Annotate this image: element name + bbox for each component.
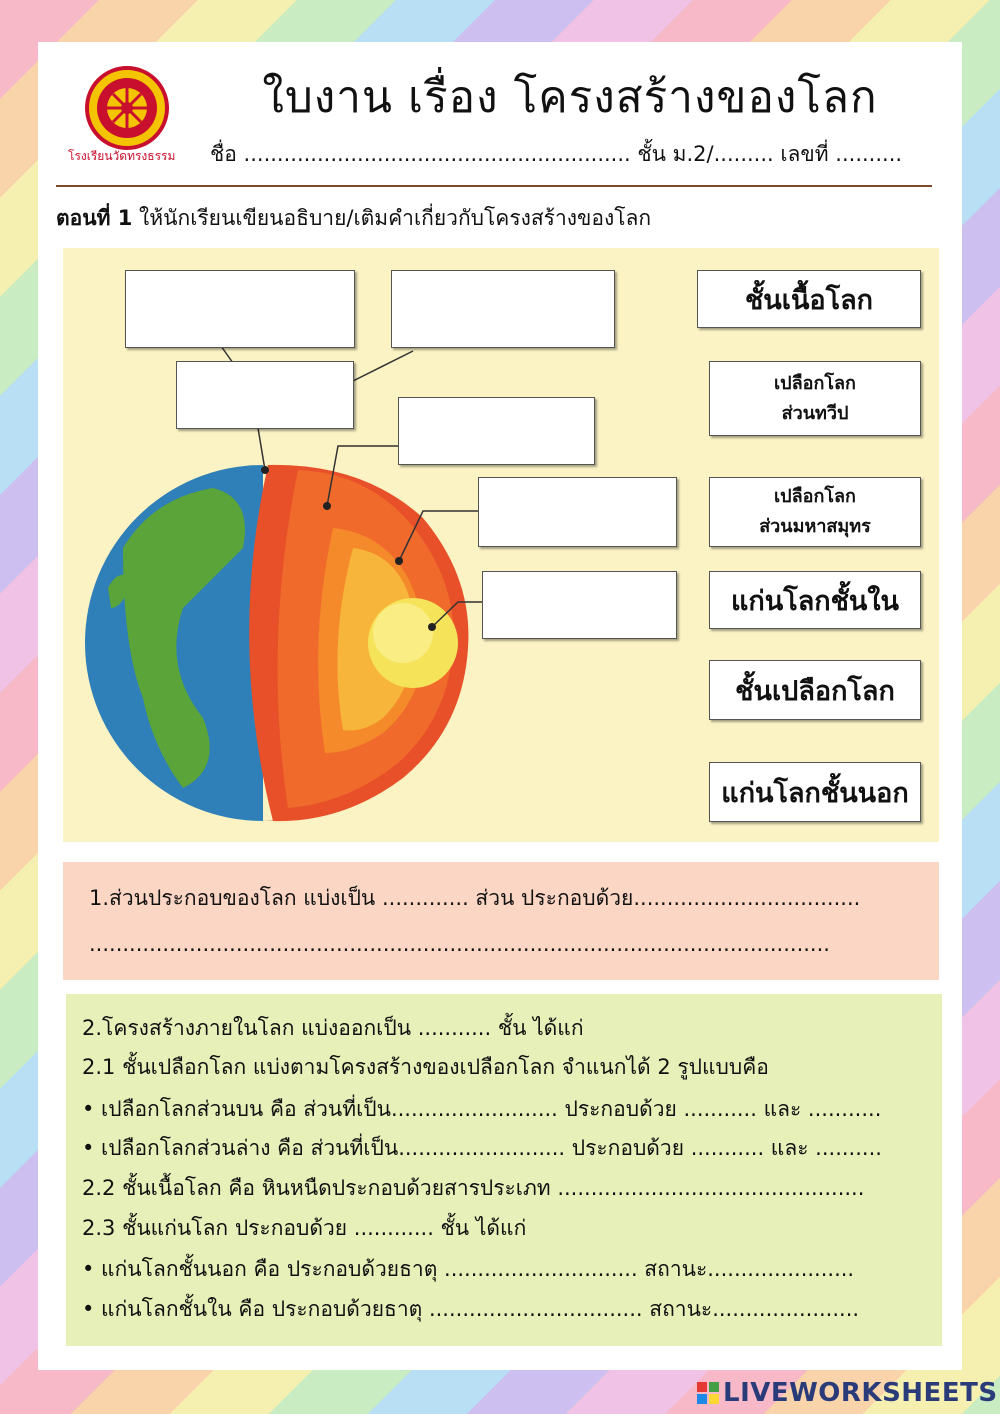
question-1-line-1: 1.ส่วนประกอบของโลก แบ่งเป็น ............. ส่วน ประกอบด้วย..................................	[89, 886, 861, 910]
question-2-line-8: • แก่นโลกชั้นใน คือ ประกอบด้วยธาตุ ................................ สถานะ......................	[82, 1297, 860, 1321]
word-bank-continental-crust[interactable]: เปลือกโลก ส่วนทวีป	[709, 361, 921, 436]
liveworksheets-watermark	[697, 1378, 998, 1408]
word-bank-crust[interactable]: ชั้นเปลือกโลก	[709, 660, 921, 720]
question-2-line-6: 2.3 ชั้นแก่นโลก ประกอบด้วย ............ ชั้น ได้แก่	[82, 1216, 527, 1240]
worksheet-title: ใบงาน เรื่อง โครงสร้างของโลก	[262, 72, 878, 123]
answer-box-2[interactable]	[391, 270, 615, 348]
answer-box-1[interactable]	[125, 270, 355, 348]
logo-text: โรงเรียนวัดทรงธรรม	[68, 149, 176, 163]
question-2-line-7: • แก่นโลกชั้นนอก คือ ประกอบด้วยธาตุ ............................. สถานะ......................	[82, 1257, 855, 1281]
word-bank-mantle[interactable]: ชั้นเนื้อโลก	[697, 270, 921, 328]
question-2-line-3: • เปลือกโลกส่วนบน คือ ส่วนที่เป็น......................... ประกอบด้วย ........... และ ...........	[82, 1097, 882, 1121]
question-2-line-5: 2.2 ชั้นเนื้อโลก คือ หินหนืดประกอบด้วยสารประเภท ..............................................	[82, 1176, 865, 1200]
watermark-text: LIVEWORKSHEETS	[723, 1378, 998, 1408]
part-label: ตอนที่ 1	[56, 206, 133, 230]
part-instruction-text: ให้นักเรียนเขียนอธิบาย/เติมคำเกี่ยวกับโครงสร้างของโลก	[132, 206, 652, 230]
liveworksheets-logo-icon	[697, 1382, 719, 1404]
header-divider	[56, 185, 932, 187]
answer-box-3[interactable]	[176, 361, 354, 429]
earth-diagram-panel	[63, 248, 939, 842]
school-logo	[60, 60, 200, 180]
student-info-line: ชื่อ .......................................................... ชั้น ม.2/......... เลขที่ ..........	[210, 142, 903, 166]
question-1-line-2: ...............................................................................................................	[89, 932, 830, 956]
question-2-line-1: 2.โครงสร้างภายในโลก แบ่งออกเป็น ........... ชั้น ได้แก่	[82, 1016, 584, 1040]
answer-box-4[interactable]	[398, 397, 595, 465]
question-1-panel	[63, 862, 939, 980]
question-2-panel	[66, 994, 942, 1346]
word-bank-outer-core[interactable]: แก่นโลกชั้นนอก	[709, 762, 921, 822]
answer-box-6[interactable]	[482, 571, 677, 639]
word-bank-oceanic-crust[interactable]: เปลือกโลก ส่วนมหาสมุทร	[709, 477, 921, 547]
question-2-line-2: 2.1 ชั้นเปลือกโลก แบ่งตามโครงสร้างของเปลือกโลก จำแนกได้ 2 รูปแบบคือ	[82, 1055, 769, 1079]
answer-box-5[interactable]	[478, 477, 677, 547]
part-instruction	[56, 202, 651, 235]
word-bank-inner-core[interactable]: แก่นโลกชั้นใน	[709, 571, 921, 629]
question-2-line-4: • เปลือกโลกส่วนล่าง คือ ส่วนที่เป็น......................... ประกอบด้วย ........... และ ..........	[82, 1136, 882, 1160]
